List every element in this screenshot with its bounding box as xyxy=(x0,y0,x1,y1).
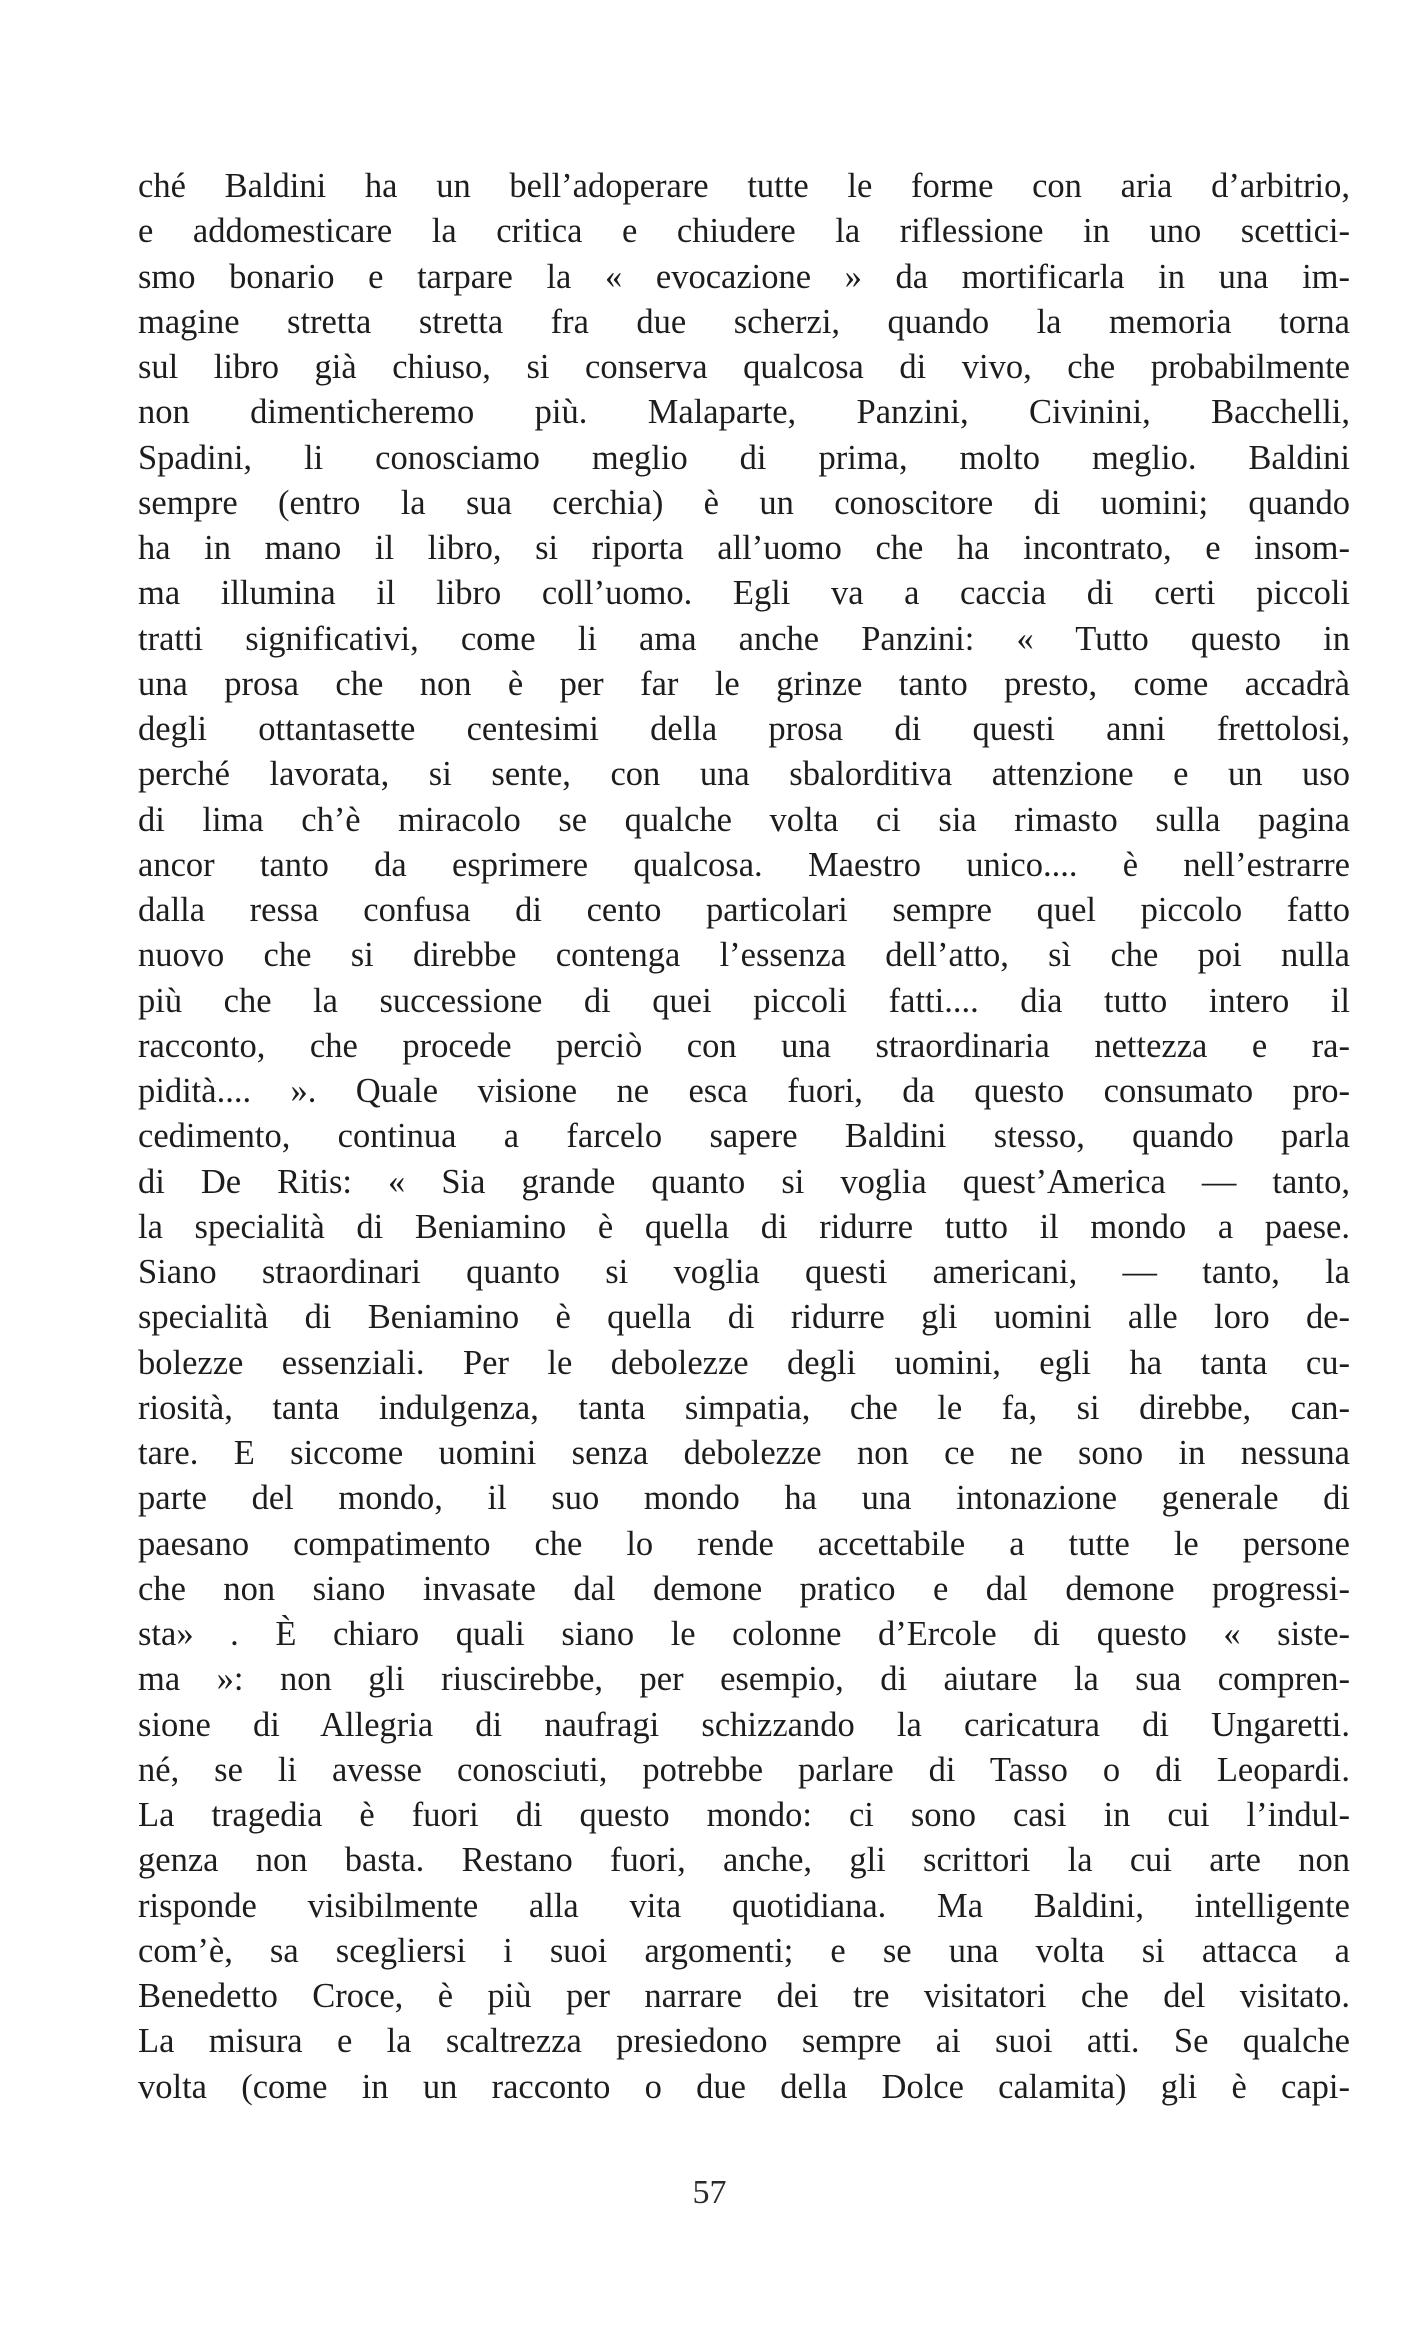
text-line: più che la successione di quei piccoli fatti.... dia tutto intero il xyxy=(138,981,1350,1020)
text-line: racconto, che procede perciò con una straordinaria nettezza e ra- xyxy=(138,1026,1350,1065)
text-line: degli ottantasette centesimi della prosa di questi anni frettolosi, xyxy=(138,710,1350,748)
text-line: bolezze essenziali. Per le debolezze degli uomini, egli ha tanta cu- xyxy=(138,1343,1350,1382)
text-line: tare. E siccome uomini senza debolezze non ce ne sono in nessuna xyxy=(138,1434,1350,1472)
text-line: ché Baldini ha un bell’adoperare tutte le forme con aria d’arbitrio, xyxy=(138,167,1350,205)
text-line: cedimento, continua a farcelo sapere Baldini stesso, quando parla xyxy=(138,1117,1350,1156)
text-line: specialità di Beniamino è quella di ridurre gli uomini alle loro de- xyxy=(138,1298,1350,1337)
text-line: sempre (entro la sua cerchia) è un conoscitore di uomini; quando xyxy=(138,483,1350,522)
text-line: non dimenticheremo più. Malaparte, Panzini, Civinini, Bacchelli, xyxy=(138,393,1350,432)
text-line: ma illumina il libro coll’uomo. Egli va a caccia di certi piccoli xyxy=(138,574,1350,613)
text-line: dalla ressa confusa di cento particolari sempre quel piccolo fatto xyxy=(138,891,1350,929)
text-line: ma »: non gli riuscirebbe, per esempio, di aiutare la sua compren- xyxy=(138,1660,1350,1699)
text-line: parte del mondo, il suo mondo ha una intonazione generale di xyxy=(138,1479,1350,1518)
text-line: sione di Allegria di naufragi schizzando la caricatura di Ungaretti. xyxy=(138,1705,1350,1744)
text-line: nuovo che si direbbe contenga l’essenza dell’atto, sì che poi nulla xyxy=(138,936,1350,975)
text-line: una prosa che non è per far le grinze tanto presto, come accadrà xyxy=(138,664,1350,703)
text-line: sul libro già chiuso, si conserva qualcosa di vivo, che probabilmente xyxy=(138,348,1350,386)
text-line: smo bonario e tarpare la « evocazione » da mortificarla in una im- xyxy=(138,257,1350,296)
text-line: sta» . È chiaro quali siano le colonne d’Ercole di questo « siste- xyxy=(138,1615,1350,1653)
text-line: di lima ch’è miracolo se qualche volta ci sia rimasto sulla pagina xyxy=(138,800,1350,839)
text-line: ha in mano il libro, si riporta all’uomo che ha incontrato, e insom- xyxy=(138,529,1350,567)
text-line: La tragedia è fuori di questo mondo: ci sono casi in cui l’indul- xyxy=(138,1796,1350,1834)
text-line: la specialità di Beniamino è quella di ridurre tutto il mondo a paese. xyxy=(138,1207,1350,1246)
text-line: paesano compatimento che lo rende accettabile a tutte le persone xyxy=(138,1524,1350,1563)
text-line: ancor tanto da esprimere qualcosa. Maestro unico.... è nell’estrarre xyxy=(138,845,1350,884)
text-line: genza non basta. Restano fuori, anche, gli scrittori la cui arte non xyxy=(138,1841,1350,1880)
text-line: né, se li avesse conosciuti, potrebbe parlare di Tasso o di Leopardi. xyxy=(138,1750,1350,1789)
page-number: 57 xyxy=(692,2174,727,2211)
text-line: La misura e la scaltrezza presiedono sempre ai suoi atti. Se qualche xyxy=(138,2022,1350,2061)
text-line: di De Ritis: « Sia grande quanto si voglia quest’America — tanto, xyxy=(138,1162,1350,1201)
text-line: Siano straordinari quanto si voglia questi americani, — tanto, la xyxy=(138,1253,1350,1291)
body-text xyxy=(138,164,1350,2110)
text-line: magine stretta stretta fra due scherzi, quando la memoria torna xyxy=(138,302,1350,341)
text-line: perché lavorata, si sente, con una sbalorditiva attenzione e un uso xyxy=(138,755,1350,794)
text-line: e addomesticare la critica e chiudere la riflessione in uno scettici- xyxy=(138,212,1350,251)
text-line: Spadini, li conosciamo meglio di prima, molto meglio. Baldini xyxy=(138,438,1350,477)
text-line: Benedetto Croce, è più per narrare dei tre visitatori che del visitato. xyxy=(138,1977,1350,2015)
text-line: riosità, tanta indulgenza, tanta simpatia, che le fa, si direbbe, can- xyxy=(138,1388,1350,1427)
text-line: com’è, sa scegliersi i suoi argomenti; e se una volta si attacca a xyxy=(138,1931,1350,1970)
text-line: pidità.... ». Quale visione ne esca fuori, da questo consumato pro- xyxy=(138,1072,1350,1110)
text-line: risponde visibilmente alla vita quotidiana. Ma Baldini, intelligente xyxy=(138,1886,1350,1925)
text-line: che non siano invasate dal demone pratico e dal demone progressi- xyxy=(138,1569,1350,1608)
text-line: tratti significativi, come li ama anche Panzini: « Tutto questo in xyxy=(138,619,1350,658)
text-line: volta (come in un racconto o due della Dolce calamita) gli è capi- xyxy=(138,2067,1350,2106)
